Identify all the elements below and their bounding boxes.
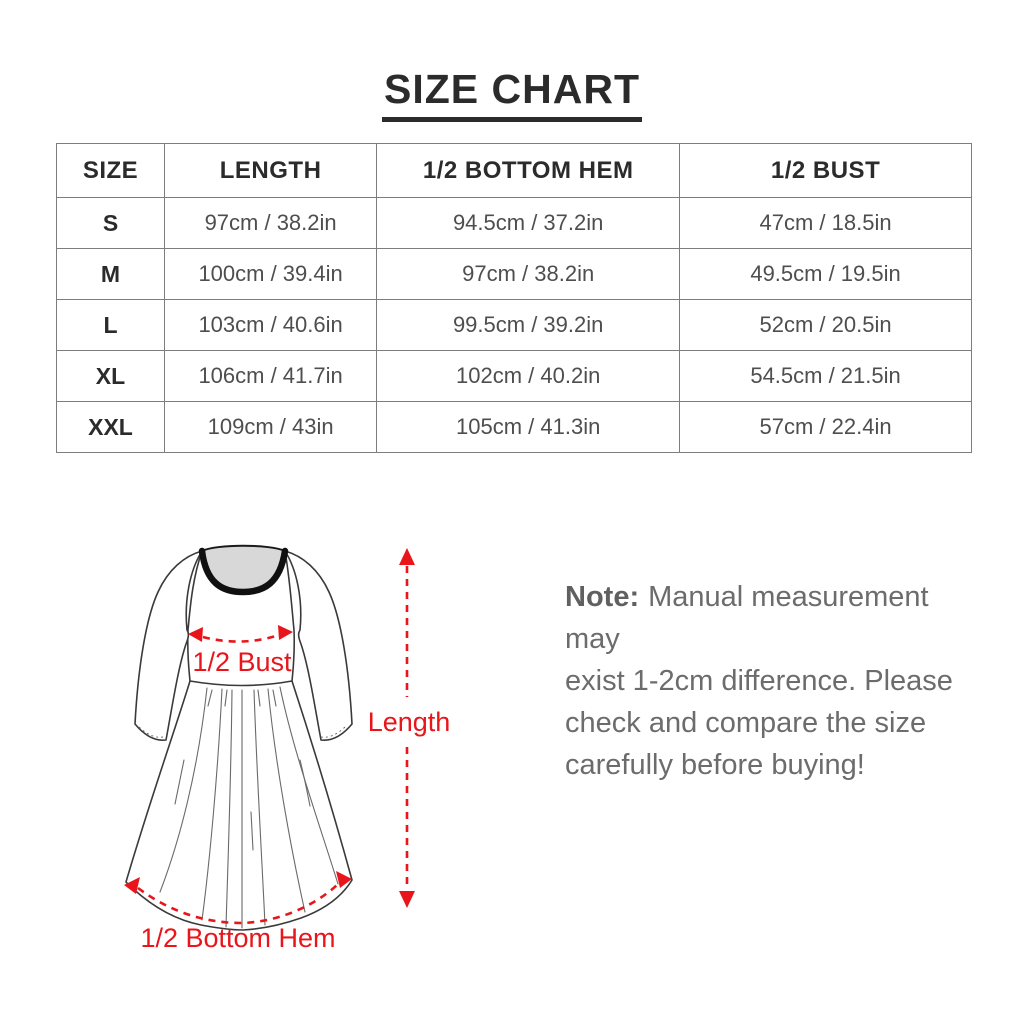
page-title bbox=[0, 66, 1024, 122]
measurement-note bbox=[565, 576, 975, 786]
cell-bust: 57cm / 22.4in bbox=[680, 402, 972, 453]
cell-bottom-hem: 102cm / 40.2in bbox=[377, 351, 680, 402]
cell-size: XXL bbox=[57, 402, 165, 453]
size-table bbox=[56, 143, 972, 453]
cell-length: 109cm / 43in bbox=[164, 402, 376, 453]
length-label: Length bbox=[367, 707, 451, 737]
col-header-bust: 1/2 BUST bbox=[680, 144, 972, 198]
bust-label: 1/2 Bust bbox=[192, 647, 292, 677]
table-row bbox=[57, 249, 972, 300]
note-line: check and compare the size bbox=[565, 707, 927, 739]
cell-bust: 54.5cm / 21.5in bbox=[680, 351, 972, 402]
table-row bbox=[57, 351, 972, 402]
cell-size: XL bbox=[57, 351, 165, 402]
cell-length: 100cm / 39.4in bbox=[164, 249, 376, 300]
table-row bbox=[57, 300, 972, 351]
col-header-size: SIZE bbox=[57, 144, 165, 198]
cell-bust: 47cm / 18.5in bbox=[680, 198, 972, 249]
note-line: carefully before buying! bbox=[565, 749, 865, 781]
cell-length: 103cm / 40.6in bbox=[164, 300, 376, 351]
cell-bust: 52cm / 20.5in bbox=[680, 300, 972, 351]
table-row bbox=[57, 198, 972, 249]
cell-length: 97cm / 38.2in bbox=[164, 198, 376, 249]
cell-size: M bbox=[57, 249, 165, 300]
note-line bbox=[565, 576, 975, 660]
cell-bust: 49.5cm / 19.5in bbox=[680, 249, 972, 300]
cell-length: 106cm / 41.7in bbox=[164, 351, 376, 402]
note-line: exist 1-2cm difference. Please bbox=[565, 665, 953, 697]
table-header-row bbox=[57, 144, 972, 198]
cell-size: S bbox=[57, 198, 165, 249]
cell-bottom-hem: 94.5cm / 37.2in bbox=[377, 198, 680, 249]
table-row bbox=[57, 402, 972, 453]
cell-bottom-hem: 97cm / 38.2in bbox=[377, 249, 680, 300]
note-label: Note: bbox=[565, 581, 640, 613]
page-title-text: SIZE CHART bbox=[382, 69, 642, 122]
col-header-length: LENGTH bbox=[164, 144, 376, 198]
dress-diagram-icon bbox=[95, 535, 470, 960]
note-text: Manual measurement may bbox=[565, 581, 929, 655]
col-header-bottom-hem: 1/2 BOTTOM HEM bbox=[377, 144, 680, 198]
cell-bottom-hem: 99.5cm / 39.2in bbox=[377, 300, 680, 351]
cell-bottom-hem: 105cm / 41.3in bbox=[377, 402, 680, 453]
hem-label: 1/2 Bottom Hem bbox=[140, 923, 336, 953]
cell-size: L bbox=[57, 300, 165, 351]
